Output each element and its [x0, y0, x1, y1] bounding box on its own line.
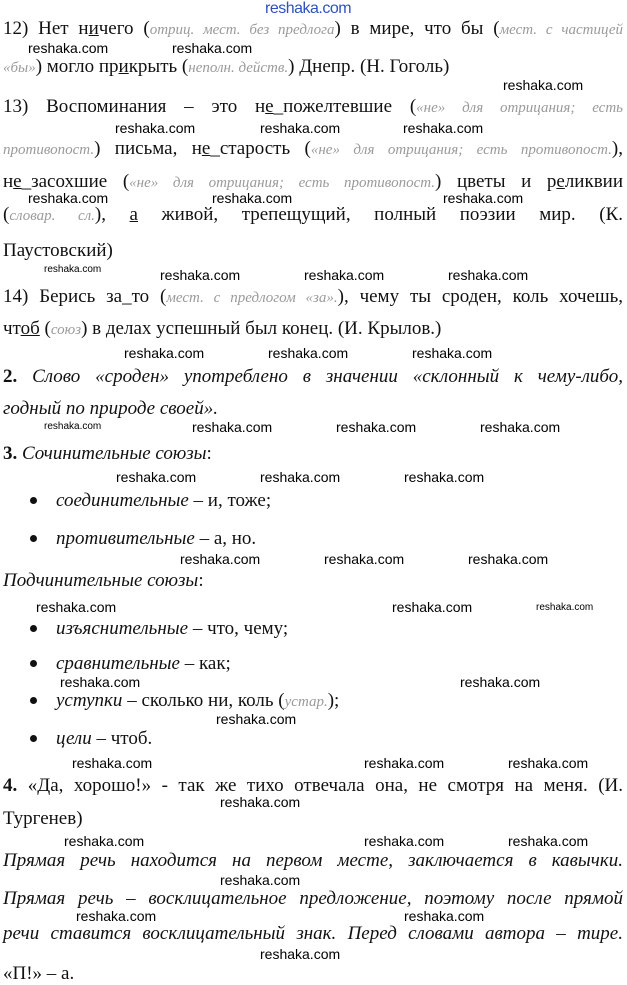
- watermark: reshaka.com: [216, 711, 297, 727]
- watermark: reshaka.com: [115, 120, 196, 136]
- watermark: reshaka.com: [403, 120, 484, 136]
- watermark: reshaka.com: [116, 469, 197, 485]
- watermark: reshaka.com: [508, 755, 589, 771]
- watermark: reshaka.com: [192, 419, 273, 435]
- watermark: reshaka.com: [304, 267, 385, 283]
- text-segment: 2.: [3, 366, 18, 387]
- text-line: [3, 241, 623, 260]
- watermark: reshaka.com: [76, 908, 157, 924]
- text-segment: 13) Воспоминания – это н: [3, 96, 266, 117]
- watermark: reshaka.com: [124, 345, 205, 361]
- text-segment: чт: [3, 318, 21, 339]
- text-line: [56, 691, 623, 712]
- text-segment: – что, чему;: [188, 618, 289, 639]
- text-segment: 14) Берись за_то (: [3, 286, 167, 307]
- text-segment: Слово «сроден» употреблено в значении «склонный к чему-либо,: [17, 366, 623, 387]
- text-line: [3, 809, 623, 828]
- watermark: reshaka.com: [443, 190, 524, 206]
- text-segment: _засохшие (: [21, 171, 130, 192]
- grammar-note: устар.: [284, 694, 328, 710]
- grammar-note: «не» для отрицания; есть: [416, 100, 623, 116]
- text-segment: ),: [94, 204, 130, 225]
- text-segment: Подчинительные союзы: [3, 570, 199, 591]
- text-line: [3, 399, 623, 418]
- text-segment: 4.: [3, 775, 18, 796]
- grammar-note: «не» для отрицания; есть противопост.: [129, 175, 436, 191]
- text-segment: ) цветы и р: [435, 171, 557, 192]
- text-segment: н: [3, 171, 14, 192]
- watermark: reshaka.com: [364, 755, 445, 771]
- text-line: [3, 571, 623, 590]
- watermark: reshaka.com: [412, 345, 493, 361]
- bullet-icon: [30, 625, 37, 632]
- watermark: reshaka.com: [404, 469, 485, 485]
- text-segment: цели: [56, 728, 92, 749]
- text-segment: «П!» – а.: [3, 963, 75, 984]
- text-line: [56, 619, 623, 638]
- watermark: reshaka.com: [364, 833, 445, 849]
- text-segment: :: [198, 570, 204, 591]
- text-segment: ) в делах успешный был конец. (И. Крылов.): [81, 318, 442, 339]
- grammar-note: отриц. мест. без предлога: [149, 22, 335, 38]
- text-segment: ликвии: [564, 171, 623, 192]
- text-line: [56, 654, 623, 673]
- text-line: [3, 287, 623, 308]
- text-segment: сравнительные: [56, 653, 180, 674]
- text-line: [3, 851, 623, 870]
- watermark: reshaka.com: [72, 755, 153, 771]
- watermark: reshaka.com: [160, 267, 241, 283]
- text-line: [3, 367, 623, 386]
- watermark: reshaka.com: [460, 674, 541, 690]
- text-segment: 12) Нет н: [3, 18, 89, 39]
- text-segment: изъяснительные: [56, 618, 189, 639]
- bullet-icon: [30, 660, 37, 667]
- text-line: [3, 924, 623, 943]
- watermark: reshaka.com: [180, 551, 261, 567]
- grammar-note: «бы»: [3, 60, 36, 76]
- watermark: reshaka.com: [172, 40, 253, 56]
- watermark: reshaka.com: [508, 833, 589, 849]
- text-segment: Тургенев): [3, 808, 83, 829]
- text-segment: ),: [611, 138, 623, 159]
- text-segment: 3.: [3, 443, 18, 464]
- text-segment: _пожелтевшие (: [273, 96, 417, 117]
- text-segment: «Да, хорошо!» - так же тихо отвечала она, не смотря на меня. (И.: [17, 775, 623, 796]
- text-segment: _старость (: [210, 138, 311, 159]
- text-line: [56, 729, 623, 748]
- text-segment: Прямая речь находится на первом месте, заключается в кавычки.: [3, 850, 623, 871]
- watermark: reshaka.com: [36, 599, 117, 615]
- text-line: [3, 57, 623, 78]
- text-segment: – сколько ни, коль (: [122, 690, 285, 711]
- watermark: reshaka.com: [220, 794, 301, 810]
- watermark: reshaka.com: [404, 908, 485, 924]
- text-segment: – а, но.: [194, 528, 257, 549]
- text-segment: соединительные: [56, 490, 189, 511]
- text-line: [56, 491, 623, 510]
- text-segment: и: [118, 56, 129, 77]
- grammar-note: союз: [50, 322, 82, 338]
- bullet-icon: [30, 735, 37, 742]
- text-segment: а: [129, 204, 138, 225]
- grammar-note: неполн. действ.: [188, 60, 289, 76]
- text-segment: ), чему ты сроден, коль хочешь,: [337, 286, 623, 307]
- text-line: [3, 964, 623, 983]
- text-segment: – как;: [179, 653, 231, 674]
- text-line: [3, 319, 623, 340]
- bullet-icon: [30, 497, 37, 504]
- text-segment: крыть (: [128, 56, 189, 77]
- text-line: [3, 776, 623, 795]
- text-segment: е: [201, 138, 211, 159]
- text-segment: – чтоб.: [91, 728, 153, 749]
- text-segment: ) в мире, что бы (: [334, 18, 500, 39]
- text-segment: уступки: [56, 690, 123, 711]
- grammar-note: «не» для отрицания; есть противопост.: [310, 142, 612, 158]
- watermark: reshaka.com: [536, 602, 594, 613]
- text-segment: ) могло пр: [35, 56, 119, 77]
- text-segment: (: [39, 318, 51, 339]
- watermark: reshaka.com: [260, 946, 341, 962]
- text-segment: – и, тоже;: [188, 490, 272, 511]
- watermark: reshaka.com: [503, 77, 584, 93]
- text-segment: ) Днепр. (Н. Гоголь): [288, 56, 450, 77]
- watermark: reshaka.com: [468, 551, 549, 567]
- text-segment: Сочинительные союзы: [17, 443, 207, 464]
- grammar-note: мест. с предлогом «за».: [166, 290, 338, 306]
- text-line: [3, 205, 623, 226]
- text-segment: противительные: [56, 528, 195, 549]
- text-segment: и: [88, 18, 99, 39]
- watermark: reshaka.com: [212, 190, 293, 206]
- watermark: reshaka.com: [60, 674, 141, 690]
- watermark: reshaka.com: [28, 190, 109, 206]
- watermark: reshaka.com: [260, 469, 341, 485]
- watermark: reshaka.com: [268, 345, 349, 361]
- bullet-icon: [30, 697, 37, 704]
- text-segment: живой, трепещущий, полный поэзии мир. (К.: [137, 204, 623, 225]
- text-segment: е: [265, 96, 274, 117]
- text-line: [3, 97, 623, 118]
- watermark: reshaka.com: [44, 264, 102, 275]
- text-segment: чего (: [98, 18, 150, 39]
- text-segment: об: [20, 318, 40, 339]
- bullet-icon: [30, 535, 37, 542]
- watermark: reshaka.com: [28, 40, 109, 56]
- watermark: reshaka.com: [480, 419, 561, 435]
- text-line: [3, 19, 623, 40]
- grammar-note: мест. с частицей: [499, 22, 624, 38]
- watermark: reshaka.com: [448, 267, 529, 283]
- text-segment: речи ставится восклицательный знак. Перед словами автора – тире.: [3, 923, 623, 944]
- watermark: reshaka.com: [265, 0, 352, 17]
- text-segment: (: [3, 204, 10, 225]
- watermark: reshaka.com: [44, 421, 102, 432]
- watermark: reshaka.com: [392, 599, 473, 615]
- text-segment: );: [327, 690, 340, 711]
- text-segment: Паустовский): [3, 240, 113, 261]
- text-segment: е: [556, 171, 565, 192]
- grammar-note: противопост.: [3, 142, 95, 158]
- watermark: reshaka.com: [220, 872, 301, 888]
- text-line: [56, 529, 623, 548]
- watermark: reshaka.com: [260, 120, 341, 136]
- text-segment: ) письма, н: [94, 138, 202, 159]
- watermark: reshaka.com: [324, 551, 405, 567]
- text-segment: годный по природе своей».: [3, 398, 218, 419]
- text-line: [3, 139, 623, 160]
- text-segment: Прямая речь – восклицательное предложение, поэтому после прямой: [3, 888, 623, 909]
- text-segment: :: [206, 443, 212, 464]
- watermark: reshaka.com: [336, 419, 417, 435]
- watermark: reshaka.com: [64, 833, 145, 849]
- text-line: [3, 444, 623, 463]
- grammar-note: словар. сл.: [9, 208, 95, 224]
- text-segment: е: [13, 171, 22, 192]
- text-line: [3, 889, 623, 908]
